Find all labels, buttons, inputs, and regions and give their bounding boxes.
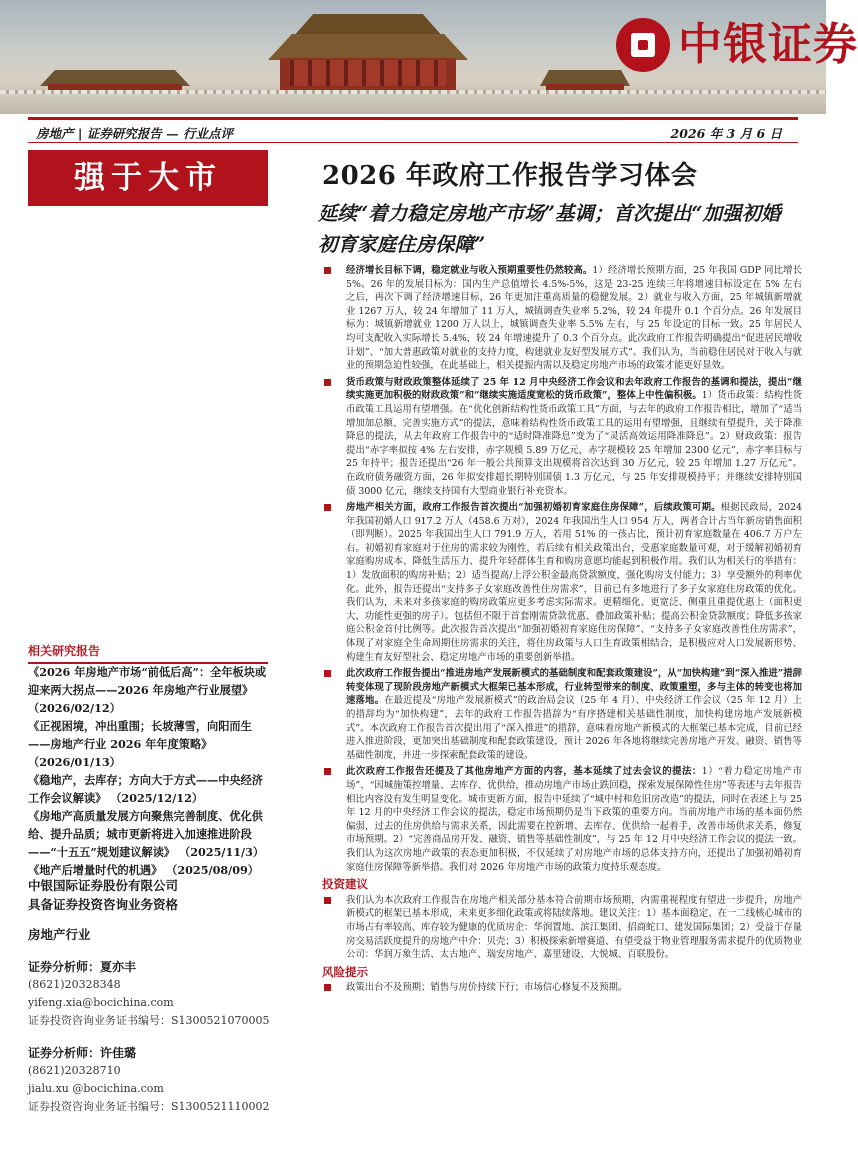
related-report-item[interactable] xyxy=(28,663,270,717)
header-banner xyxy=(0,0,858,114)
related-report-item[interactable] xyxy=(28,807,270,861)
related-report-item[interactable] xyxy=(28,717,270,771)
body-bullet xyxy=(322,667,802,762)
bullet-lead: 此次政府工作报告提出“推进房地产发展新模式的基础制度和配套政策建设”，从“加快构建”到“深入推进”措辞转变体现了现阶段房地产新模式大框架已基本形成，行业转型带来的制度、政策重塑，多与主体的转变也将加速落地。 xyxy=(346,668,802,707)
investment-text: 我们认为本次政府工作报告在房地产相关部分基本符合前期市场预期，内需重视程度有望进一步提升，房地产新模式的框架已基本形成，未来更多细化政策或将陆续落地。建议关注：1）基本面稳定、在一二线核心城市的市场占有率较高、库存较为健康的优质房企：华润置地、滨江集团、招商蛇口、建发国际集团；2）受益于存量房交易活跃度提升的房地产中介：贝壳；3）积极探索新增赛道、有望受益于物业管理服务需求提升的优质物业公司：华润万象生活、太古地产、瑞安房地产、嘉里建设、大悦城、百联股份。 xyxy=(346,894,802,961)
bullet-square-icon xyxy=(324,267,331,274)
palace-columns xyxy=(290,60,446,86)
body-bullet xyxy=(322,264,802,373)
bullet-text: 根据民政局，2024 年我国初婚人口 917.2 万人（458.6 万对），2024 年我国出生人口 954 万人，两者合计占当年新房销售面积（即判断）。2025 年我国出生人口 791.9 万人，若用 51% 的一孩占比，预计初育家庭数量在 406.7 万户左右。初婚初育家庭对于住房的需求较为刚性，若后续有相关政策出台，受惠家庭数量可观，对于缓解初婚初育家庭购房成本、降低生活压力、提升年轻群体生育和购房意愿均能起到积极作用。我们认为相关行的举措有：1）发放面积的购房补贴；2）适当提高/上浮公积金最高贷款额度，强化购房支付能力；3）享受额外的利率优化。此外，报告还提出“支持多子女家庭改善性住房需求”，目前已有多地进行了多子女家庭住房政策的优化。我们认为，未来对多孩家庭的购房政策应更多考虑实际需求。更精细化、更宽泛、侧重且重提优惠上（面积更大、功能性更强的房子）。包括但不限于首套刚需贷款优惠、叠加政策补贴；提高公积金贷款额度；降低多孩家庭公积金首付比例等。此次报告首次提出“加强初婚初育家庭住房保障”、“支持多子女家庭改善性住房需求”，体现了对家庭全生命周期住房需求的关注，将住房政策与人口生育政策相结合，是积极应对人口发展新形势、构建生育友好型社会、稳定房地产市场的重要创新举措。 xyxy=(346,502,802,663)
report-body xyxy=(322,264,802,998)
analyst-cert: 证券投资咨询业务证书编号：S1300521070005 xyxy=(28,1014,270,1027)
analyst-cert: 证券投资咨询业务证书编号：S1300521110002 xyxy=(28,1100,270,1113)
risk-text: 政策出台不及预期；销售与房价持续下行；市场信心修复不及预期。 xyxy=(346,982,628,994)
bullet-text: 1）“着力稳定房地产市场”、“因城施策控增量、去库存、优供给，推动房地产市场止跌回稳，探索发展保障性住房”等表述与去年报告相比内容没有发生明显变化。城市更新方面，报告中延续了“城中村和危旧房改造”的提法，同时在表述上与 25 年 12 月的中央经济工作会议的提法，稳定市场预期仍是当下政策的重要方向。当前房地产市场的基本面仍然偏弱，过去的住房供给与需求关系，因此需要在控新增、去库存、优供给一起着手，改善市场供求关系，修复市场预期。2）“完善商品房开发、融资、销售等基础性制度”，与 25 年 12 月中央经济工作会议的提法一致。我们认为这次房地产政策的表态更加积极，不仅延续了对房地产市场的总体支持方向，还提出了加强初婚初育家庭住房保障等新举措。我们对 2026 年房地产市场的政策力度持乐观态度。 xyxy=(346,766,802,873)
related-report-text: 《2026 年房地产市场“前低后高”：全年板块或迎来两大拐点——2026 年房地产行业展望》 xyxy=(28,665,267,697)
investment-title: 投资建议 xyxy=(322,877,368,892)
bullet-text: 1）货币政策：结构性货币政策工具运用有望增强。在“优化创新结构性货币政策工具”方面，与去年的政府工作报告相比，增加了“适当增加加总额、完善实施方式”的提法，意味着结构性货币政策工具的运用有望增强，且继续有望提升，关于降准降息的提法，从去年政府工作报告中的“适时降准降息”变为了“灵活高效运用降准降息”。2）财政政策：报告提出“赤字率拟按 4% 左右安排，赤字规模 5.89 万亿元，赤字规模较 25 年增加 2300 亿元”，赤字率目标与 25 年持平；报告还提出“26 年一般公共预算支出规模将首次达到 30 万亿元，较 25 年增加 1.27 万亿元”。在政府债务融资方面，26 年拟安排超长期特别国债 1.3 万亿元，与 25 年安排规模持平；并继续安排特别国债 3000 亿元，继续支持国有大型商业银行补充资本。 xyxy=(346,390,802,497)
bullet-text: 1）经济增长预期方面，25 年我国 GDP 同比增长 5%。26 年的发展目标为：国内生产总值增长 4.5%-5%，这是 23-25 连续三年将增速目标设定在 5% 左右之后，再次下调了经济增速目标，26 年更加注重高质量的稳健发展。2）就业与收入方面，25 年城镇新增就业 1267 万人，较 24 年增加了 11 万人，城镇调查失业率 5.2%，较 24 年提升 0.1 个百分点。26 年发展目标为：城镇新增就业 1200 万人以上，城镇调查失业率 5.5% 左右，与 25 年设定的目标一致。25 年居民人均可支配收入实际增长 5.4%，较 24 年增速提升了 0.3 个百分点。此次政府工作报告明确提出“促进居民增收计划”、“加大普惠政策对就业的支持力度，构建就业友好型发展方式”。我们认为，当前稳住居民对于收入与就业的预期急迫性较强，在此基础上，相关提振内需以及稳定房地产市场的政策才能更好显效。 xyxy=(346,265,802,372)
bullet-square-icon xyxy=(324,897,331,904)
bullet-lead: 经济增长目标下调，稳定就业与收入预期重要性仍然较高。 xyxy=(346,265,593,276)
related-report-text: 《房地产高质量发展方向聚焦完善制度、优化供给、提升品质；城市更新将进入加速推进阶段——“十五五”规划建议解读》 xyxy=(28,809,263,859)
related-report-date: （2025/12/12） xyxy=(110,791,204,805)
bullet-lead: 此次政府工作报告还提及了其他房地产方面的内容，基本延续了过去会议的提法： xyxy=(346,766,702,778)
brand-name: 中银证券 xyxy=(678,19,858,70)
analyst-phone: (8621)20328710 xyxy=(28,1064,121,1077)
body-bullet xyxy=(322,501,802,664)
related-report-date: （2025/08/09） xyxy=(166,863,259,877)
analyst-email[interactable]: jialu.xu @bocichina.com xyxy=(28,1082,164,1095)
related-report-date: （2026/02/12） xyxy=(28,701,121,715)
related-report-date: （2025/11/3） xyxy=(179,845,265,859)
report-title: 2026 年政府工作报告学习体会 xyxy=(322,161,698,191)
bullet-lead: 货币政策与财政政策整体延续了 25 年 12 月中央经济工作会议和去年政府工作报告的基调和提法，提出“继续实施更加积极的财政政策”和“继续实施适度宽松的货币政策”，整体上中性偏积极。 xyxy=(346,376,802,402)
analyst-email[interactable]: yifeng.xia@bocichina.com xyxy=(28,996,174,1009)
report-category: 房地产 | 证券研究报告 — 行业点评 xyxy=(36,126,233,141)
brand-logo-block xyxy=(616,12,858,80)
rating-badge: 强于大市 xyxy=(28,150,268,206)
report-date: 2026 年 3 月 6 日 xyxy=(670,126,782,141)
company-qualification: 具备证券投资咨询业务资格 xyxy=(28,897,179,912)
risk-bullet xyxy=(322,981,802,995)
bullet-text: 在最近提及“房地产发展新模式”的政治局会议（25 年 4 月）、中央经济工作会议（25 年 12 月）上的措辞均为“加快构建”，去年的政府工作报告措辞为“有序搭建相关基础性制度，加快构建房地产发展新模式”。本次政府工作报告首次提出用了“深入推进”的措辞，意味着房地产新模式的大框架已基本完成，目前已经进入推进阶段，更加突出基础制度和配套政策建设，预计 2026 年各地将继续完善房地产开发、融资、销售等基础性制度，并进一步探索配套政策的建设。 xyxy=(346,695,802,761)
related-report-text: 《正视困境，冲出重围；长坡薄雪，向阳而生——房地产行业 2026 年年度策略》 xyxy=(28,719,252,751)
terrace-rail xyxy=(0,90,826,94)
bullet-square-icon xyxy=(324,768,331,775)
report-subtitle: 延续“着力稳定房地产市场”基调；首次提出“加强初婚初育家庭住房保障” xyxy=(318,202,781,256)
bank-logo-icon xyxy=(616,18,670,72)
analyst-phone: (8621)20328348 xyxy=(28,978,121,991)
related-report-text: 《地产后增量时代的机遇》 xyxy=(28,863,163,877)
related-reports-title: 相关研究报告 xyxy=(28,642,268,664)
company-info xyxy=(28,876,278,1116)
related-report-item[interactable] xyxy=(28,771,270,807)
bullet-square-icon xyxy=(324,670,331,677)
bullet-square-icon xyxy=(324,379,331,386)
analyst-name: 证券分析师：夏亦丰 xyxy=(28,960,137,974)
body-bullet xyxy=(322,765,802,874)
analyst-name: 证券分析师：许佳璐 xyxy=(28,1046,137,1060)
palace-roof xyxy=(268,34,468,60)
investment-bullet xyxy=(322,894,802,962)
company-name: 中银国际证券股份有限公司 xyxy=(28,878,179,893)
bullet-square-icon xyxy=(324,504,331,511)
bullet-lead: 房地产相关方面，政府工作报告首次提出“加强初婚初育家庭住房保障”，后续政策可期。 xyxy=(346,502,721,514)
industry-label: 房地产行业 xyxy=(28,927,91,942)
info-bar xyxy=(28,117,798,143)
risk-title: 风险提示 xyxy=(322,964,368,979)
related-report-text: 《稳地产，去库存；方向大于方式——中央经济工作会议解读》 xyxy=(28,773,263,805)
body-bullet xyxy=(322,376,802,498)
related-report-date: （2026/01/13） xyxy=(28,755,121,769)
related-reports-list xyxy=(28,663,270,879)
bullet-square-icon xyxy=(324,984,331,991)
